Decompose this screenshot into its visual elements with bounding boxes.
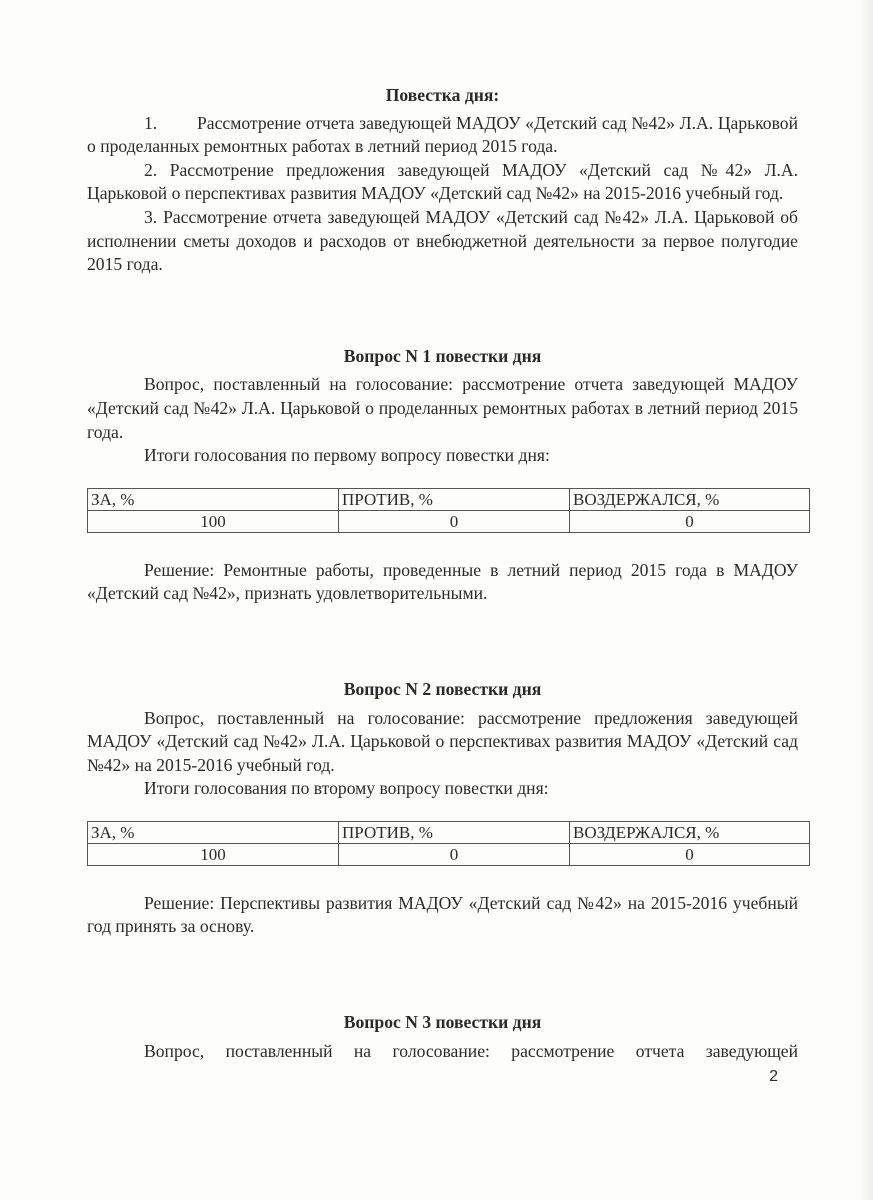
question-1-vote-table xyxy=(87,488,810,533)
agenda-item-1-text: Рассмотрение отчета заведующей МАДОУ «Детский сад №42» Л.А. Царьковой о проделанных ремонтных работах в летний период 2015 года. xyxy=(87,112,798,157)
table-header-row xyxy=(88,488,810,510)
header-for: ЗА, % xyxy=(88,488,339,510)
document-page xyxy=(87,0,798,1087)
question-2-results-label: Итоги голосования по второму вопросу повестки дня: xyxy=(144,778,549,799)
question-3-title: Вопрос N 3 повестки дня xyxy=(343,1012,542,1033)
question-1-section xyxy=(87,345,798,606)
table-row xyxy=(88,510,810,532)
value-abstained: 0 xyxy=(570,510,810,532)
header-abstained: ВОЗДЕРЖАЛСЯ, % xyxy=(570,488,810,510)
question-1-title: Вопрос N 1 повестки дня xyxy=(343,345,542,366)
value-against: 0 xyxy=(339,510,570,532)
question-2-decision: Решение: Перспективы развития МАДОУ «Детский сад №42» на 2015-2016 учебный год принять за основу. xyxy=(87,892,798,937)
header-for: ЗА, % xyxy=(88,821,339,843)
page-number: 2 xyxy=(769,1068,778,1086)
value-abstained: 0 xyxy=(570,843,810,865)
header-abstained: ВОЗДЕРЖАЛСЯ, % xyxy=(570,821,810,843)
question-2-title: Вопрос N 2 повестки дня xyxy=(343,678,542,699)
scan-edge xyxy=(859,0,873,1200)
question-1-results-label: Итоги голосования по первому вопросу повестки дня: xyxy=(144,445,550,466)
header-against: ПРОТИВ, % xyxy=(339,821,570,843)
question-2-text: Вопрос, поставленный на голосование: рассмотрение предложения заведующей МАДОУ «Детский сад №42» Л.А. Царьковой о перспективах развития МАДОУ «Детский сад №42» на 2015-2016 учебный год. xyxy=(87,707,798,775)
table-header-row xyxy=(88,821,810,843)
header-against: ПРОТИВ, % xyxy=(339,488,570,510)
agenda-item-1-number: 1. xyxy=(144,112,158,133)
question-3-text: Вопрос, поставленный на голосование: рассмотрение отчета заведующей xyxy=(144,1040,798,1061)
table-row xyxy=(88,843,810,865)
agenda-item-2: 2. Рассмотрение предложения заведующей МАДОУ «Детский сад №42» Л.А. Царьковой о перспективах развития МАДОУ «Детский сад №42» на 2015-2016 учебный год. xyxy=(87,159,798,204)
question-3-section xyxy=(87,1011,798,1063)
agenda-item-3: 3. Рассмотрение отчета заведующей МАДОУ «Детский сад №42» Л.А. Царьковой об исполнении сметы доходов и расходов от внебюджетной деятельности за первое полугодие 2015 года. xyxy=(87,206,798,275)
agenda-item-1 xyxy=(87,112,798,159)
value-against: 0 xyxy=(339,843,570,865)
agenda-section xyxy=(87,84,798,277)
value-for: 100 xyxy=(88,510,339,532)
question-1-text: Вопрос, поставленный на голосование: рассмотрение отчета заведующей МАДОУ «Детский сад №42» Л.А. Царьковой о проделанных ремонтных работах в летний период 2015 года. xyxy=(87,374,798,442)
value-for: 100 xyxy=(88,843,339,865)
agenda-title: Повестка дня: xyxy=(385,85,500,105)
question-2-vote-table xyxy=(87,821,810,866)
question-1-decision: Решение: Ремонтные работы, проведенные в летний период 2015 года в МАДОУ «Детский сад №42», признать удовлетворительными. xyxy=(87,559,798,604)
question-2-section xyxy=(87,678,798,939)
